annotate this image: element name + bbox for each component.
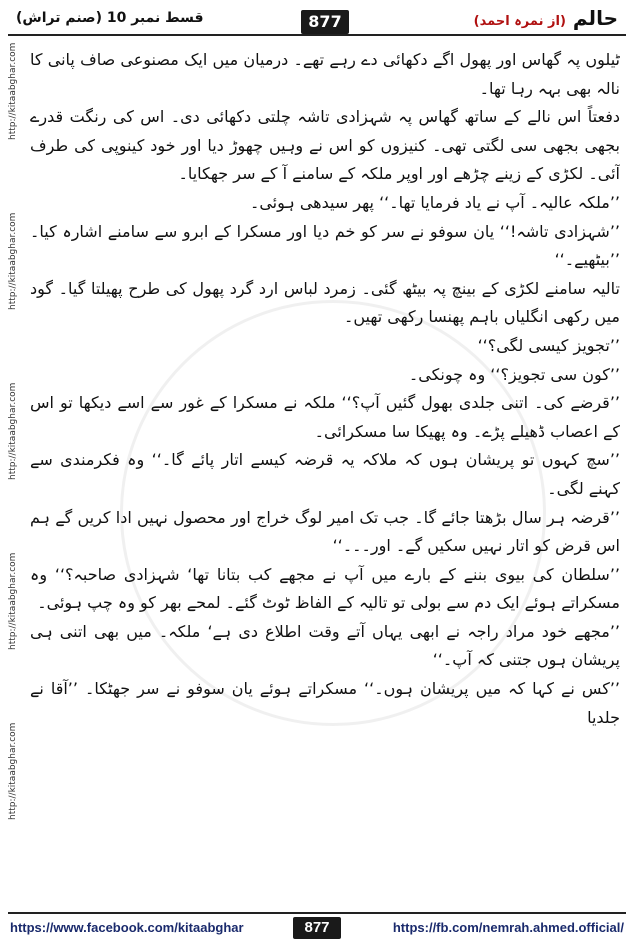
paragraph: تالیہ سامنے لکڑی کے بینچ پہ بیٹھ گئی۔ زمرد لباس ارد گرد پھول کی طرح پھیلتا گیا۔ گود میں رکھی انگلیاں باہم پھنسا رکھی تھیں۔ bbox=[30, 278, 620, 327]
paragraph: ’’تجویز کیسی لگی؟‘‘ bbox=[477, 335, 620, 355]
side-watermark: http://kitaabghar.com bbox=[8, 722, 18, 820]
side-watermark-strip bbox=[8, 40, 24, 900]
episode-label: قسط نمبر 10 (صنم تراش) bbox=[16, 10, 204, 26]
side-watermark: http://kitaabghar.com bbox=[8, 382, 18, 480]
paragraph: ’’مجھے خود مراد راجہ نے ابھی یہاں آتے وقت اطلاع دی ہے‘ ملکہ۔ میں بھی اتنی ہی پریشان ہوں جتنی کہ آپ۔‘‘ bbox=[30, 621, 620, 670]
novel-title bbox=[474, 6, 618, 30]
paragraph: ’’شہزادی تاشہ!‘‘ یان سوفو نے سر کو خم دیا اور مسکرا کے ابرو سے سامنے اشارہ کیا۔ ’’بیٹھیے۔‘‘ bbox=[30, 221, 620, 270]
paragraph: ’’سلطان کی بیوی بننے کے بارے میں آپ نے مجھے کب بتانا تھا‘ شہزادی صاحبہ؟‘‘ وہ مسکراتے ہوئے ایک دم سے بولی تو تالیہ کے الفاظ ٹوٹ گئے۔ لمحے بھر کو وہ چپ ہوئی۔ bbox=[30, 564, 620, 613]
paragraph: ’’کون سی تجویز؟‘‘ وہ چونکی۔ bbox=[408, 364, 620, 384]
side-watermark: http://kitaabghar.com bbox=[8, 552, 18, 650]
paragraph: ’’کس نے کہا کہ میں پریشان ہوں۔‘‘ مسکراتے ہوئے یان سوفو نے سر جھٹکا۔ ’’آقا نے جلدیا bbox=[30, 679, 620, 727]
page-body bbox=[30, 46, 620, 898]
paragraph: ’’سچ کہوں تو پریشان ہوں کہ ملاکہ یہ قرضہ کیسے اتار پائے گا۔‘‘ وہ فکرمندی سے کہنے لگی۔ bbox=[30, 450, 620, 498]
facebook-link[interactable]: https://www.facebook.com/kitaabghar bbox=[10, 920, 244, 935]
paragraph: ’’ملکہ عالیہ۔ آپ نے یاد فرمایا تھا۔‘‘ پھر سیدھی ہوئی۔ bbox=[249, 192, 620, 212]
fb-official-link[interactable]: https://fb.com/nemrah.ahmed.official/ bbox=[392, 920, 624, 935]
paragraph: دفعتاً اس نالے کے ساتھ گھاس پہ شہزادی تاشہ چلتی دکھائی دی۔ اس کی رنگت قدرے بجھی بجھی سی لگتی تھی۔ کنیزوں کو اس نے وہیں چھوڑ دیا اور خود کینوپی کی طرف آئی۔ لکڑی کے زینے چڑھے اور اوپر ملکہ کے سامنے آ کے سر جھکایا۔ bbox=[30, 107, 620, 184]
footer-page-number: 877 bbox=[293, 917, 341, 939]
title-text: حالم bbox=[572, 6, 618, 30]
page-footer bbox=[8, 912, 626, 942]
paragraph: ٹیلوں پہ گھاس اور پھول اگے دکھائی دے رہے تھے۔ درمیان میں ایک مصنوعی صاف پانی کا نالہ بھی بہہ رہا تھا۔ bbox=[30, 50, 620, 98]
paragraph: ’’قرضہ ہر سال بڑھتا جائے گا۔ جب تک امیر لوگ خراج اور محصول نہیں ادا کریں گے ہم اس قرض کو اتار نہیں سکیں گے۔ اور۔۔۔‘‘ bbox=[30, 507, 620, 556]
page-header bbox=[8, 6, 626, 36]
paragraph: ’’قرضے کی۔ اتنی جلدی بھول گئیں آپ؟‘‘ ملکہ نے مسکرا کے غور سے اسے دیکھا تو اس کے اعصاب ڈھیلے پڑے۔ وہ پھیکا سا مسکرائی۔ bbox=[30, 393, 620, 441]
side-watermark: http://kitaabghar.com bbox=[8, 42, 18, 140]
author-name: (از نمرہ احمد) bbox=[473, 14, 566, 29]
page-number-badge: 877 bbox=[301, 10, 349, 34]
side-watermark: http://kitaabghar.com bbox=[8, 212, 18, 310]
